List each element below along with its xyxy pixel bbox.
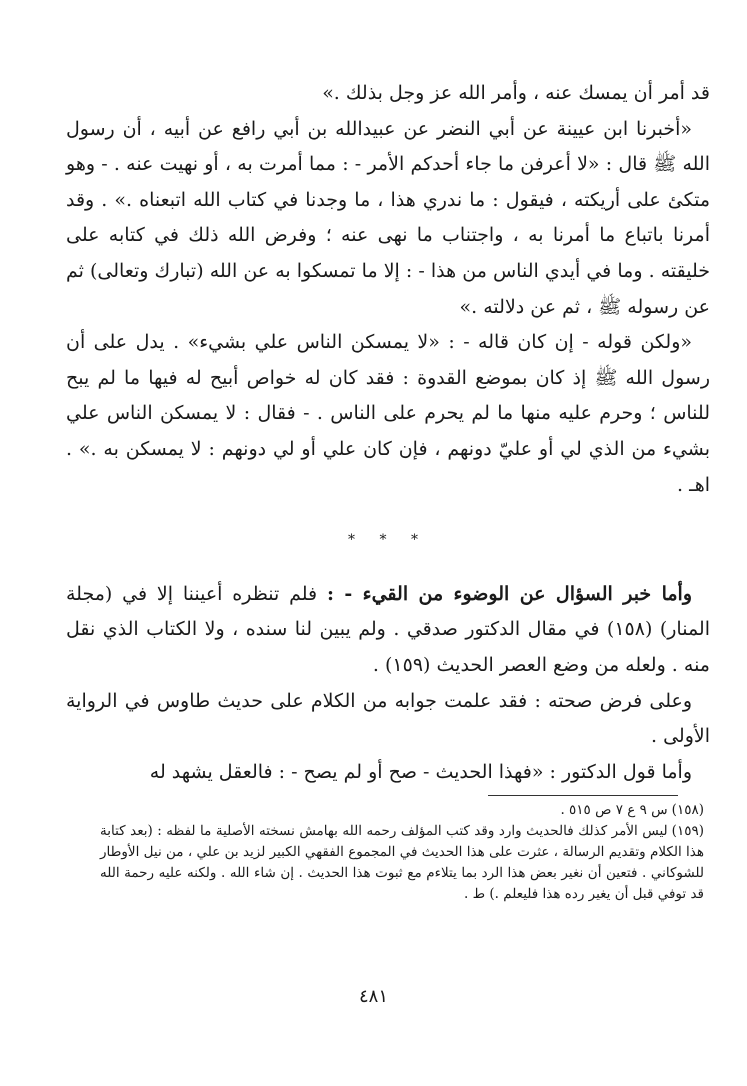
footnote xyxy=(100,821,704,905)
paragraph-3: «ولكن قوله - إن كان قاله - : «لا يمسكن الناس علي بشيء» . يدل على أن رسول الله ﷺ إذ كان بموضع القدوة : فقد كان له خواص أبيح له فيها ما لم يبح للناس ؛ وحرم عليه منها ما لم يحرم على الناس . - فقال : لا يمسكن الناس علي بشيء من الذي لي أو عليّ دونهم ، فإن كان علي أو لي دونهم : لا يمسكن به .» . اهـ . xyxy=(66,331,710,496)
footnote-text: ليس الأمر كذلك فالحديث وارد وقد كتب المؤلف رحمه الله بهامش نسخته الأصلية ما لفظه : (بعد كتابة هذا الكلام وتقديم الرسالة ، عثرت على هذا الحديث في المجموع الفقهي الكبير لزيد بن علي ، من نيل الأوطار للشوكاني . فتعين أن نغير بعض هذا الرد بما يتلاءم مع ثبوت هذا الحديث . إن شاء الله . ولكنه عليه رحمة الله قد توفي قبل أن يغير رده هذا فليعلم .) ط . xyxy=(100,823,704,902)
main-text xyxy=(66,76,710,790)
paragraph-5: وعلى فرض صحته : فقد علمت جوابه من الكلام على حديث طاوس في الرواية الأولى . xyxy=(66,689,710,748)
footnotes xyxy=(100,800,704,905)
section-heading: وأما خبر السؤال عن الوضوء من القيء - : xyxy=(326,582,692,605)
footnote-number: (١٥٨) xyxy=(671,802,704,818)
section-divider: * * * xyxy=(348,532,428,549)
paragraph-2: «أخبرنا ابن عيينة عن أبي النضر عن عبيدالله بن أبي رافع عن أبيه ، أن رسول الله ﷺ قال : «لا أعرفن ما جاء أحدكم الأمر - : مما أمرت به ، أو نهيت عنه . - وهو متكئ على أريكته ، فيقول : ما ندري هذا ، ما وجدنا في كتاب الله اتبعناه .» . وقد أمرنا باتباع ما أمرنا به ، واجتناب ما نهى عنه ؛ وفرض الله ذلك في كتابه على خليقته . وما في أيدي الناس من هذا - : إلا ما تمسكوا به عن الله (تبارك وتعالى) ثم عن رسوله ﷺ ، ثم عن دلالته .» xyxy=(66,117,710,318)
footnote-rule xyxy=(488,795,678,796)
page-number: ٤٨١ xyxy=(358,986,388,1007)
paragraph-6: وأما قول الدكتور : «فهذا الحديث - صح أو لم يصح - : فالعقل يشهد له xyxy=(149,760,692,783)
paragraph-4-text: فلم تنظره أعيننا إلا في (مجلة المنار) (١٥٨) في مقال الدكتور صدقي . ولم يبين لنا سنده ، ولا الكتاب الذي نقل منه . ولعله من وضع العصر الحديث (١٥٩) . xyxy=(66,582,710,676)
paragraph-1: قد أمر أن يمسك عنه ، وأمر الله عز وجل بذلك .» xyxy=(322,82,710,104)
footnote xyxy=(100,800,704,821)
footnote-text: س ٩ ع ٧ ص ٥١٥ . xyxy=(560,802,668,818)
footnote-number: (١٥٩) xyxy=(671,823,704,839)
paragraph-4 xyxy=(66,577,710,684)
